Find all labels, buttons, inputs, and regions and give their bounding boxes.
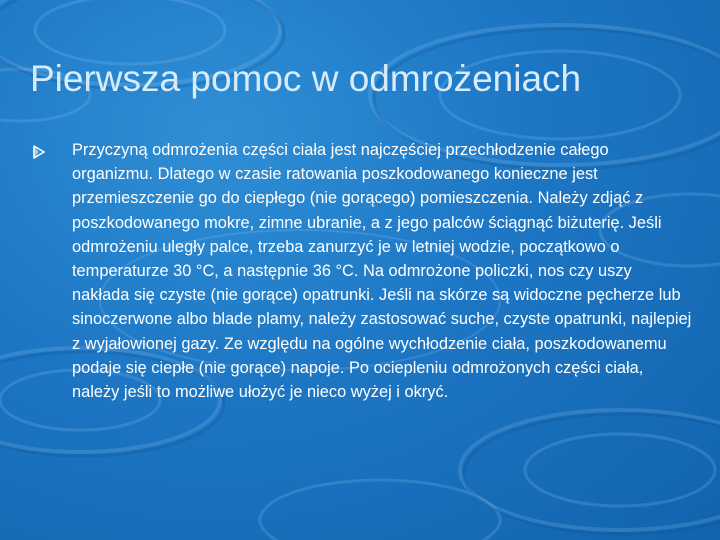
slide-title: Pierwsza pomoc w odmrożeniach [30, 58, 582, 99]
list-item [32, 138, 692, 404]
bullet-list [32, 138, 692, 404]
bullet-text: Przyczyną odmrożenia części ciała jest najczęściej przechłodzenie całego organizmu. Dlatego w czasie ratowania poszkodowanego konieczne jest przemieszczenie go do ciepłego (nie gorącego) pomieszczenia. Należy zdjąć z poszkodowanego mokre, zimne ubranie, a z jego palców ściągnąć biżuterię. Jeśli odmrożeniu uległy palce, trzeba zanurzyć je w letniej wodzie, początkowo o temperaturze 30 °C, a następnie 36 °C. Na odmrożone policzki, nos czy uszy nakłada się czyste (nie gorące) opatrunki. Jeśli na skórze są widoczne pęcherze lub sinoczerwone albo blade plamy, należy zastosować suche, czyste opatrunki, najlepiej z wyjałowionej gazy. Ze względu na ogólne wychłodzenie ciała, poszkodowanemu podaje się ciepłe (nie gorące) napoje. Po ociepleniu odmrożonych części ciała, należy jeśli to możliwe ułożyć je nieco wyżej i okryć. [72, 141, 692, 402]
arrowhead-bullet-icon [32, 142, 46, 156]
